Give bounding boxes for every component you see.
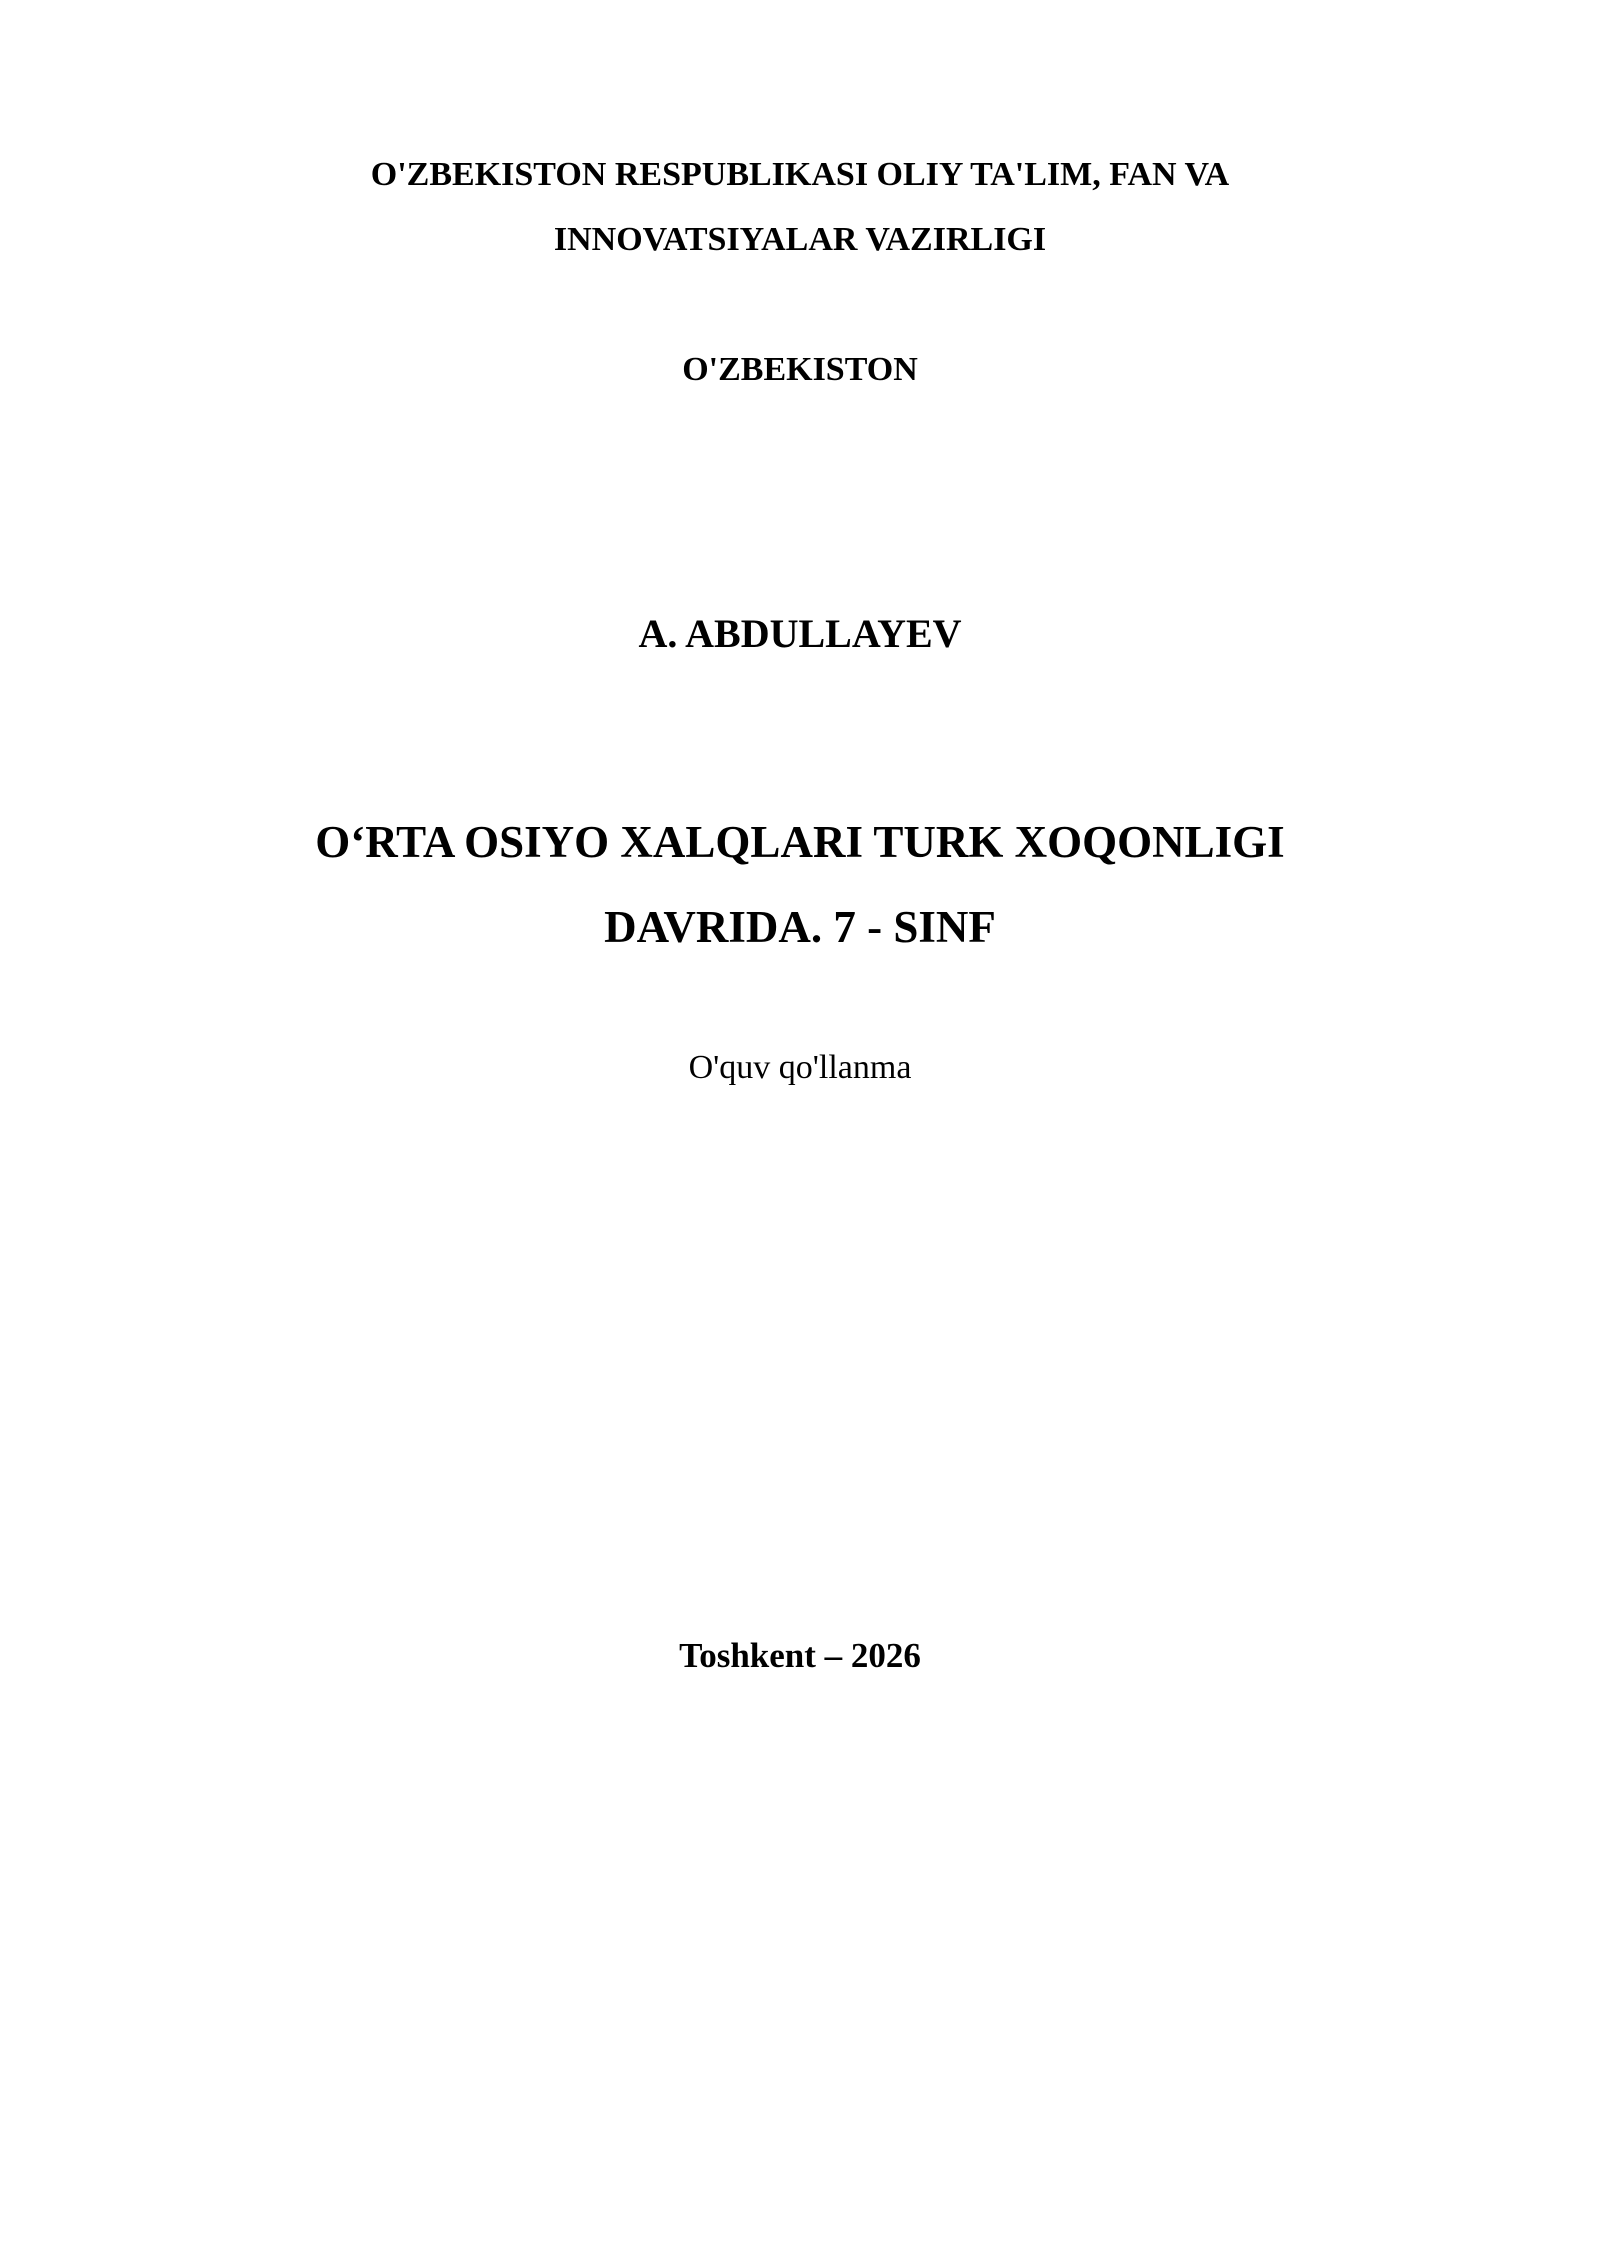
document-subtitle: O'quv qo'llanma [688, 1049, 912, 1086]
publication-place-year: Toshkent – 2026 [679, 1636, 921, 1675]
ministry-heading-line-1: O'ZBEKISTON RESPUBLIKASI OLIY TA'LIM, FAN VA [370, 156, 1230, 193]
country-heading: O'ZBEKISTON [682, 351, 918, 388]
document-title-line-2: DAVRIDA. 7 - SINF [604, 902, 996, 952]
author-name: A. ABDULLAYEV [638, 611, 962, 656]
ministry-heading-line-2: INNOVATSIYALAR VAZIRLIGI [553, 221, 1047, 258]
document-title-line-1: O‘RTA OSIYO XALQLARI TURK XOQONLIGI [315, 817, 1285, 867]
